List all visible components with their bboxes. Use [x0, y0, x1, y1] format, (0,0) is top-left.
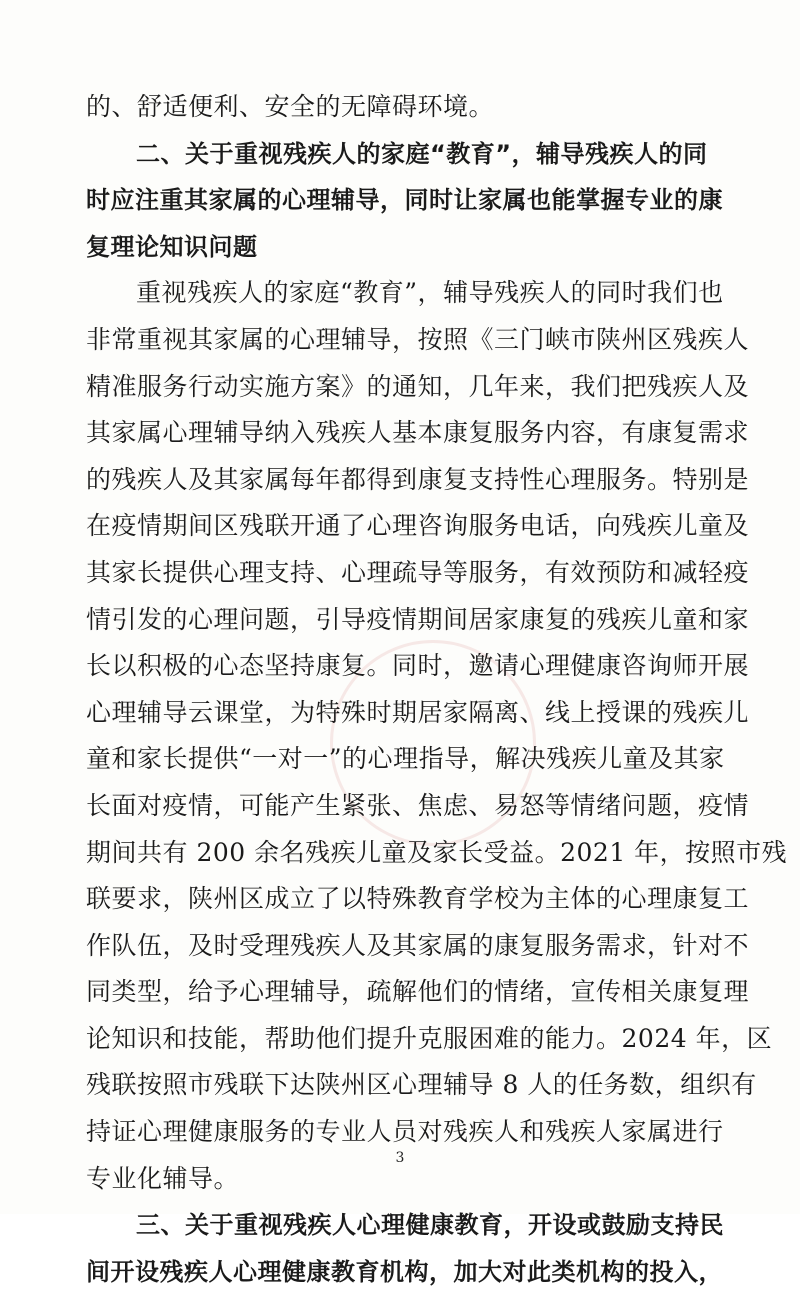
- text-line: 同类型，给予心理辅导，疏解他们的情绪，宣传相关康复理: [86, 977, 750, 1007]
- section-heading-line: 间开设残疾人心理健康教育机构，加大对此类机构的投入，: [86, 1257, 723, 1286]
- section-heading-line: 复理论知识问题: [86, 232, 258, 261]
- document-body: [86, 84, 788, 1295]
- text-line: 童和家长提供“一对一”的心理指导，解决残疾儿童及其家: [86, 744, 725, 774]
- text-line: 持证心理健康服务的专业人员对残疾人和残疾人家属进行: [86, 1117, 724, 1147]
- text-line: 的、舒适便利、安全的无障碍环境。: [86, 92, 495, 121]
- section-heading-line: 三、关于重视残疾人心理健康教育，开设或鼓励支持民: [136, 1211, 724, 1240]
- page-number: 3: [395, 1150, 405, 1166]
- text-line: 重视残疾人的家庭“教育”，辅导残疾人的同时我们也: [136, 278, 724, 308]
- text-line: 长面对疫情，可能产生紧张、焦虑、易怒等情绪问题，疫情: [86, 790, 750, 820]
- text-line: 心理辅导云课堂，为特殊时期居家隔离、线上授课的残疾儿: [86, 697, 750, 727]
- text-line: 其家长提供心理支持、心理疏导等服务，有效预防和减轻疫: [86, 557, 750, 587]
- text-line: 作队伍，及时受理残疾人及其家属的康复服务需求，针对不: [86, 930, 750, 960]
- text-line: 期间共有 200 余名残疾儿童及家长受益。2021 年，按照市残: [86, 837, 788, 867]
- text-line: 其家属心理辅导纳入残疾人基本康复服务内容，有康复需求: [86, 418, 750, 448]
- text-line: 论知识和技能，帮助他们提升克服困难的能力。2024 年，区: [86, 1023, 773, 1053]
- text-line: 在疫情期间区残联开通了心理咨询服务电话，向残疾儿童及: [86, 511, 750, 541]
- text-line: 长以积极的心态坚持康复。同时，邀请心理健康咨询师开展: [86, 651, 750, 681]
- section-heading-line: 时应注重其家属的心理辅导，同时让家属也能掌握专业的康: [86, 186, 723, 215]
- text-line: 精准服务行动实施方案》的通知，几年来，我们把残疾人及: [86, 371, 750, 401]
- section-heading-line: 二、关于重视残疾人的家庭“教育”，辅导残疾人的同: [136, 139, 708, 168]
- text-line: 非常重视其家属的心理辅导，按照《三门峡市陕州区残疾人: [86, 324, 750, 354]
- text-line: 残联按照市残联下达陕州区心理辅导 8 人的任务数，组织有: [86, 1070, 757, 1100]
- text-line: 专业化辅导。: [86, 1163, 240, 1193]
- text-line: 联要求，陕州区成立了以特殊教育学校为主体的心理康复工: [86, 884, 750, 914]
- text-line: 情引发的心理问题，引导疫情期间居家康复的残疾儿童和家: [86, 604, 750, 634]
- text-line: 的残疾人及其家属每年都得到康复支持性心理服务。特别是: [86, 464, 750, 494]
